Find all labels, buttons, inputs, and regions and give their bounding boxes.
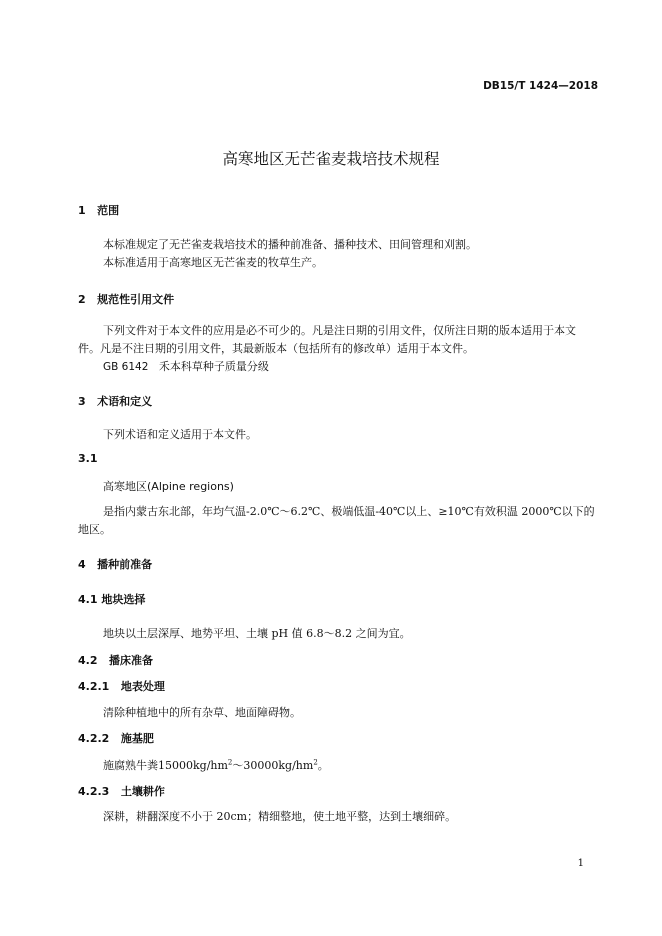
normative-reference [103,358,269,374]
term-3-1-definition-line-2: 地区。 [78,523,111,536]
reference-code: GB 6142 [103,361,149,373]
section-4-1-text: 地块以土层深厚、地势平坦、土壤 pH 值 6.8～8.2 之间为宜。 [103,627,411,640]
section-3-title: 术语和定义 [97,395,153,408]
sentence-end: 。 [317,759,329,772]
section-4-2-heading [78,652,153,668]
section-1-number: 1 [78,204,86,217]
page-number: 1 [577,858,584,869]
superscript-2: 2 [227,758,233,767]
fertilizer-amount-high: ～30000kg/hm [232,759,314,772]
fertilizer-amount-low: 施腐熟牛粪15000kg/hm [103,759,228,772]
section-3-heading [78,393,152,409]
section-2-paragraph-line-1: 下列文件对于本文件的应用是必不可少的。凡是注日期的引用文件，仅所注日期的版本适用于本文 [103,324,576,337]
section-4-2-2-title: 施基肥 [120,732,154,745]
section-2-paragraph-line-2: 件。凡是不注日期的引用文件，其最新版本（包括所有的修改单）适用于本文件。 [78,342,474,355]
section-4-number: 4 [78,558,86,571]
section-4-2-1-heading [78,678,165,694]
section-4-2-title: 播床准备 [109,654,153,667]
document-code: DB15/T 1424—2018 [483,80,598,92]
section-1-heading [78,202,119,218]
section-4-2-3-heading [78,783,165,799]
section-2-number: 2 [78,293,86,306]
section-3-intro: 下列术语和定义适用于本文件。 [103,428,257,441]
section-4-2-3-title: 土壤耕作 [120,785,165,798]
section-1-paragraph-1: 本标准规定了无芒雀麦栽培技术的播种前准备、播种技术、田间管理和刈割。 [103,238,477,251]
document-title: 高寒地区无芒雀麦栽培技术规程 [222,150,440,168]
section-4-title: 播种前准备 [97,558,153,571]
term-3-1-number: 3.1 [78,452,98,465]
section-4-heading [78,556,152,572]
section-4-2-3-text: 深耕，耕翻深度不小于 20cm；精细整地，使土地平整，达到土壤细碎。 [103,810,457,823]
section-2-title: 规范性引用文件 [97,293,175,306]
superscript-2: 2 [313,758,318,767]
section-4-2-1-number: 4.2.1 [78,680,110,693]
section-4-2-2-number: 4.2.2 [78,732,110,745]
term-3-1-name: 高寒地区(Alpine regions) [103,480,234,493]
section-4-2-1-text: 清除种植地中的所有杂草、地面障碍物。 [103,706,301,719]
section-4-2-2-heading [78,730,154,746]
section-1-paragraph-2: 本标准适用于高寒地区无芒雀麦的牧草生产。 [103,256,323,269]
term-3-1-definition-line-1: 是指内蒙古东北部，年均气温-2.0℃～6.2℃、极端低温-40℃以上、≥10℃有效积温 2000℃以下的 [103,505,595,518]
section-1-title: 范围 [97,204,120,217]
section-4-2-number: 4.2 [78,654,98,667]
section-4-2-1-title: 地表处理 [120,680,165,693]
section-4-1-heading: 4.1 地块选择 [78,593,146,606]
reference-title: 禾本科草种子质量分级 [158,360,269,373]
section-4-2-2-text [103,757,329,773]
section-3-number: 3 [78,395,86,408]
section-2-heading [78,291,174,307]
section-4-2-3-number: 4.2.3 [78,785,110,798]
